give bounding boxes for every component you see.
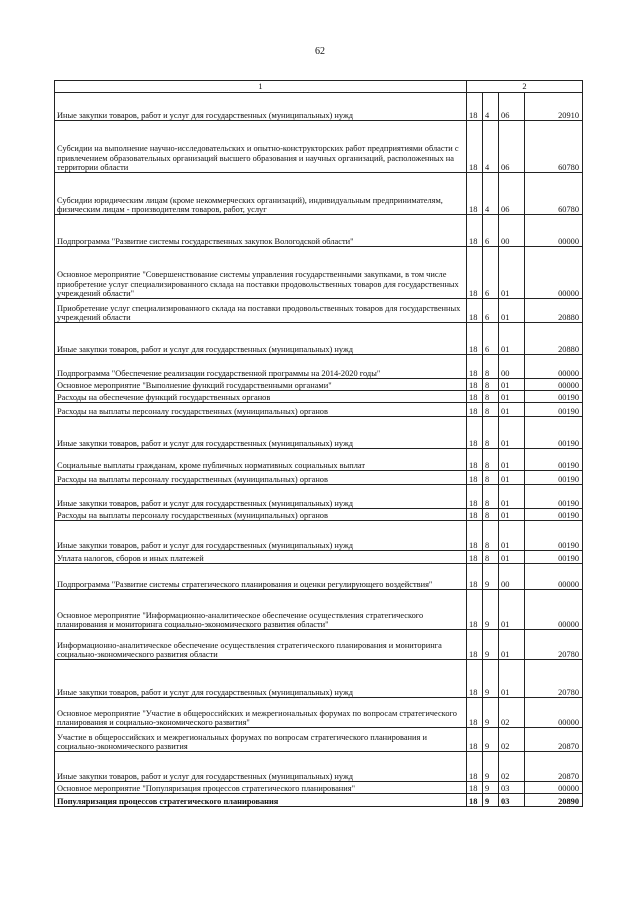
- row-code-a: 18: [467, 590, 483, 630]
- table-row: [55, 471, 583, 485]
- row-code-a: 18: [467, 564, 483, 590]
- row-code-d: 00190: [525, 417, 583, 449]
- row-code-b: 9: [483, 752, 499, 782]
- row-code-d: 00190: [525, 471, 583, 485]
- row-code-c: 01: [499, 521, 525, 551]
- row-code-d: 00000: [525, 247, 583, 299]
- row-code-c: 01: [499, 485, 525, 509]
- row-code-a: 18: [467, 782, 483, 794]
- row-code-b: 6: [483, 299, 499, 323]
- row-code-c: 03: [499, 794, 525, 807]
- row-code-d: 00190: [525, 391, 583, 403]
- row-code-c: 01: [499, 323, 525, 355]
- row-description: Основное мероприятие "Совершенствование системы управления государственными закупками, в том числе приобретение услуг специализированного склада на поставки продовольственных товаров для государственных учреждений области": [55, 247, 467, 299]
- row-code-b: 9: [483, 728, 499, 752]
- row-code-d: 20870: [525, 728, 583, 752]
- row-code-b: 8: [483, 391, 499, 403]
- row-code-a: 18: [467, 698, 483, 728]
- row-description: Расходы на выплаты персоналу государственных (муниципальных) органов: [55, 403, 467, 417]
- table-row: [55, 485, 583, 509]
- row-code-b: 4: [483, 121, 499, 173]
- row-code-b: 9: [483, 630, 499, 660]
- row-code-a: 18: [467, 449, 483, 471]
- row-code-d: 00000: [525, 782, 583, 794]
- row-code-a: 18: [467, 509, 483, 521]
- row-description: Подпрограмма "Обеспечение реализации государственной программы на 2014-2020 годы": [55, 355, 467, 379]
- row-code-c: 01: [499, 630, 525, 660]
- row-code-d: 00000: [525, 215, 583, 247]
- row-description: Основное мероприятие "Участие в общероссийских и межрегиональных форумах по вопросам стратегического планирования и социально-экономического развития": [55, 698, 467, 728]
- row-description: Информационно-аналитическое обеспечение осуществления стратегического планирования и мониторинга социально-экономического развития области: [55, 630, 467, 660]
- row-code-a: 18: [467, 794, 483, 807]
- row-code-d: 60780: [525, 173, 583, 215]
- row-code-b: 9: [483, 794, 499, 807]
- row-code-d: 00190: [525, 449, 583, 471]
- row-code-b: 4: [483, 93, 499, 121]
- table-row: [55, 299, 583, 323]
- row-code-c: 01: [499, 247, 525, 299]
- row-code-c: 02: [499, 752, 525, 782]
- row-description: Подпрограмма "Развитие системы государственных закупок Вологодской области": [55, 215, 467, 247]
- table-row: [55, 391, 583, 403]
- row-code-c: 06: [499, 121, 525, 173]
- row-code-a: 18: [467, 247, 483, 299]
- row-code-a: 18: [467, 215, 483, 247]
- row-code-b: 8: [483, 551, 499, 564]
- row-code-c: 06: [499, 173, 525, 215]
- row-code-a: 18: [467, 660, 483, 698]
- row-code-b: 8: [483, 417, 499, 449]
- row-description: Приобретение услуг специализированного склада на поставки продовольственных товаров для государственных учреждений области: [55, 299, 467, 323]
- row-code-b: 9: [483, 590, 499, 630]
- row-code-c: 01: [499, 391, 525, 403]
- row-code-d: 00190: [525, 509, 583, 521]
- row-code-a: 18: [467, 355, 483, 379]
- table-row: [55, 355, 583, 379]
- table-row: [55, 551, 583, 564]
- row-code-c: 01: [499, 379, 525, 391]
- row-code-c: 02: [499, 698, 525, 728]
- row-code-b: 8: [483, 509, 499, 521]
- row-description: Основное мероприятие "Информационно-аналитическое обеспечение осуществления стратегического планирования и мониторинга социально-экономического развития области": [55, 590, 467, 630]
- row-code-a: 18: [467, 728, 483, 752]
- table-row: [55, 590, 583, 630]
- row-code-a: 18: [467, 403, 483, 417]
- table-row: [55, 660, 583, 698]
- row-code-c: 01: [499, 449, 525, 471]
- row-code-c: 01: [499, 471, 525, 485]
- row-code-d: 00000: [525, 379, 583, 391]
- row-description: Субсидии юридическим лицам (кроме некоммерческих организаций), индивидуальным предпринимателям, физическим лицам - производителям товаров, работ, услуг: [55, 173, 467, 215]
- row-description: Иные закупки товаров, работ и услуг для государственных (муниципальных) нужд: [55, 93, 467, 121]
- row-code-d: 20880: [525, 323, 583, 355]
- row-code-d: 60780: [525, 121, 583, 173]
- row-code-c: 06: [499, 93, 525, 121]
- row-code-c: 02: [499, 728, 525, 752]
- row-code-c: 00: [499, 215, 525, 247]
- row-code-d: 20910: [525, 93, 583, 121]
- row-code-b: 8: [483, 379, 499, 391]
- row-code-c: 01: [499, 417, 525, 449]
- table-row: [55, 449, 583, 471]
- table-header-row: [55, 81, 583, 93]
- row-code-c: 03: [499, 782, 525, 794]
- row-code-b: 6: [483, 247, 499, 299]
- row-code-b: 6: [483, 215, 499, 247]
- table-row: [55, 173, 583, 215]
- row-code-b: 6: [483, 323, 499, 355]
- row-code-d: 20880: [525, 299, 583, 323]
- row-code-d: 00000: [525, 564, 583, 590]
- row-code-c: 01: [499, 299, 525, 323]
- row-description: Популяризация процессов стратегического планирования: [55, 794, 467, 807]
- row-code-b: 8: [483, 355, 499, 379]
- row-description: Основное мероприятие "Популяризация процессов стратегического планирования": [55, 782, 467, 794]
- row-description: Участие в общероссийских и межрегиональных форумах по вопросам стратегического планирования и социально-экономического развития: [55, 728, 467, 752]
- row-code-a: 18: [467, 630, 483, 660]
- row-description: Подпрограмма "Развитие системы стратегического планирования и оценки регулирующего воздействия": [55, 564, 467, 590]
- row-code-a: 18: [467, 391, 483, 403]
- table-row: [55, 509, 583, 521]
- row-code-a: 18: [467, 121, 483, 173]
- row-code-b: 9: [483, 564, 499, 590]
- row-code-b: 8: [483, 521, 499, 551]
- row-code-c: 01: [499, 660, 525, 698]
- row-description: Иные закупки товаров, работ и услуг для государственных (муниципальных) нужд: [55, 417, 467, 449]
- row-code-b: 9: [483, 782, 499, 794]
- row-code-c: 00: [499, 355, 525, 379]
- budget-table: [54, 80, 583, 807]
- table-row: [55, 247, 583, 299]
- row-code-a: 18: [467, 521, 483, 551]
- row-description: Иные закупки товаров, работ и услуг для государственных (муниципальных) нужд: [55, 752, 467, 782]
- table-row: [55, 403, 583, 417]
- row-code-d: 00190: [525, 485, 583, 509]
- row-description: Расходы на выплаты персоналу государственных (муниципальных) органов: [55, 509, 467, 521]
- row-code-d: 20780: [525, 660, 583, 698]
- row-code-d: 00190: [525, 551, 583, 564]
- table-row: [55, 794, 583, 807]
- header-col-2: 2: [467, 81, 583, 93]
- row-code-c: 00: [499, 564, 525, 590]
- table-row: [55, 521, 583, 551]
- row-description: Иные закупки товаров, работ и услуг для государственных (муниципальных) нужд: [55, 521, 467, 551]
- row-description: Расходы на выплаты персоналу государственных (муниципальных) органов: [55, 471, 467, 485]
- row-description: Субсидии на выполнение научно-исследовательских и опытно-конструкторских работ предприятиями области с привлечением образовательных организаций высшего образования и научных организаций, расположенных на территории области: [55, 121, 467, 173]
- row-description: Расходы на обеспечение функций государственных органов: [55, 391, 467, 403]
- row-code-b: 8: [483, 485, 499, 509]
- table-row: [55, 121, 583, 173]
- row-code-c: 01: [499, 551, 525, 564]
- row-description: Иные закупки товаров, работ и услуг для государственных (муниципальных) нужд: [55, 660, 467, 698]
- header-col-1: 1: [55, 81, 467, 93]
- row-code-a: 18: [467, 379, 483, 391]
- row-code-b: 8: [483, 403, 499, 417]
- page-number: 62: [315, 46, 325, 57]
- row-code-a: 18: [467, 173, 483, 215]
- row-code-c: 01: [499, 590, 525, 630]
- row-code-a: 18: [467, 299, 483, 323]
- row-code-d: 00000: [525, 590, 583, 630]
- row-code-d: 00000: [525, 698, 583, 728]
- row-code-a: 18: [467, 471, 483, 485]
- table-row: [55, 564, 583, 590]
- row-code-d: 00190: [525, 521, 583, 551]
- row-code-c: 01: [499, 509, 525, 521]
- row-code-d: 20870: [525, 752, 583, 782]
- row-code-b: 9: [483, 698, 499, 728]
- row-code-b: 9: [483, 660, 499, 698]
- row-code-a: 18: [467, 551, 483, 564]
- row-description: Уплата налогов, сборов и иных платежей: [55, 551, 467, 564]
- row-code-a: 18: [467, 485, 483, 509]
- row-code-d: 20780: [525, 630, 583, 660]
- row-code-b: 8: [483, 471, 499, 485]
- table-row: [55, 417, 583, 449]
- table-row: [55, 93, 583, 121]
- row-code-d: 00000: [525, 355, 583, 379]
- row-description: Иные закупки товаров, работ и услуг для государственных (муниципальных) нужд: [55, 323, 467, 355]
- row-code-d: 20890: [525, 794, 583, 807]
- row-code-b: 4: [483, 173, 499, 215]
- row-description: Иные закупки товаров, работ и услуг для государственных (муниципальных) нужд: [55, 485, 467, 509]
- table-row: [55, 323, 583, 355]
- row-code-a: 18: [467, 752, 483, 782]
- row-code-c: 01: [499, 403, 525, 417]
- table-row: [55, 698, 583, 728]
- table-row: [55, 379, 583, 391]
- row-code-d: 00190: [525, 403, 583, 417]
- row-code-a: 18: [467, 417, 483, 449]
- table-row: [55, 630, 583, 660]
- table-row: [55, 752, 583, 782]
- row-code-b: 8: [483, 449, 499, 471]
- row-description: Социальные выплаты гражданам, кроме публичных нормативных социальных выплат: [55, 449, 467, 471]
- row-code-a: 18: [467, 323, 483, 355]
- table-body: [55, 93, 583, 807]
- table-row: [55, 782, 583, 794]
- table-row: [55, 215, 583, 247]
- row-code-a: 18: [467, 93, 483, 121]
- table-row: [55, 728, 583, 752]
- row-description: Основное мероприятие "Выполнение функций государственными органами": [55, 379, 467, 391]
